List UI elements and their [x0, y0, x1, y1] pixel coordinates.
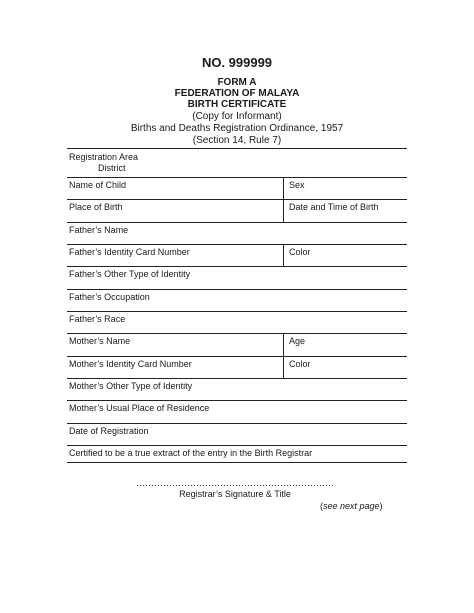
- date-of-registration-label: Date of Registration: [69, 426, 149, 436]
- certified-statement: Certified to be a true extract of the entry in the Birth Registrar: [69, 448, 313, 458]
- mother-color-label: Color: [289, 359, 311, 369]
- fathers-race-label: Father’s Race: [69, 314, 126, 324]
- registrar-signature-title: Registrar’s Signature & Title: [179, 489, 291, 499]
- document-title: BIRTH CERTIFICATE: [187, 99, 287, 110]
- row-rule: [67, 266, 407, 267]
- father-color-label: Color: [289, 247, 311, 257]
- registration-area-label: Registration Area: [69, 152, 139, 162]
- row-rule: [67, 289, 407, 290]
- paren-open: (: [320, 501, 323, 511]
- fathers-name-label: Father’s Name: [69, 225, 129, 235]
- federation-title: FEDERATION OF MALAYA: [174, 88, 300, 99]
- row-rule: [67, 356, 407, 357]
- mothers-residence-label: Mother’s Usual Place of Residence: [69, 403, 210, 413]
- mothers-ic-label: Mother’s Identity Card Number: [69, 359, 192, 369]
- section-line: (Section 14, Rule 7): [192, 135, 282, 146]
- place-of-birth-label: Place of Birth: [69, 202, 123, 212]
- row-rule: [67, 445, 407, 446]
- fathers-ic-label: Father’s Identity Card Number: [69, 247, 190, 257]
- ordinance-line: Births and Deaths Registration Ordinance, 1957: [130, 123, 344, 134]
- copy-note: (Copy for Informant): [192, 111, 282, 122]
- row-rule: [67, 177, 407, 178]
- sex-label: Sex: [289, 180, 305, 190]
- row-rule: [67, 311, 407, 312]
- see-next-page-text: see next page: [323, 501, 380, 511]
- row-rule: [67, 222, 407, 223]
- name-of-child-label: Name of Child: [69, 180, 127, 190]
- row-rule: [67, 423, 407, 424]
- certificate-form: [67, 148, 407, 463]
- column-divider: [283, 177, 284, 222]
- see-next-page-note: [320, 502, 383, 511]
- paren-close: ): [379, 501, 383, 511]
- row-rule: [67, 199, 407, 200]
- mothers-name-label: Mother’s Name: [69, 336, 131, 346]
- form-bottom-rule: [67, 462, 407, 463]
- date-time-of-birth-label: Date and Time of Birth: [289, 202, 379, 212]
- row-rule: [67, 244, 407, 245]
- fathers-occupation-label: Father’s Occupation: [69, 292, 150, 302]
- row-rule: [67, 400, 407, 401]
- row-rule: [67, 333, 407, 334]
- district-label: District: [98, 163, 126, 173]
- mothers-other-id-label: Mother’s Other Type of Identity: [69, 381, 193, 391]
- form-top-rule: [67, 148, 407, 149]
- column-divider: [283, 333, 284, 378]
- mother-age-label: Age: [289, 336, 306, 346]
- form-label: FORM A: [217, 77, 257, 88]
- certificate-number: NO. 999999: [201, 55, 273, 70]
- fathers-other-id-label: Father’s Other Type of Identity: [69, 269, 191, 279]
- row-rule: [67, 378, 407, 379]
- signature-line: …………………………………………………………: [136, 479, 334, 488]
- column-divider: [283, 244, 284, 266]
